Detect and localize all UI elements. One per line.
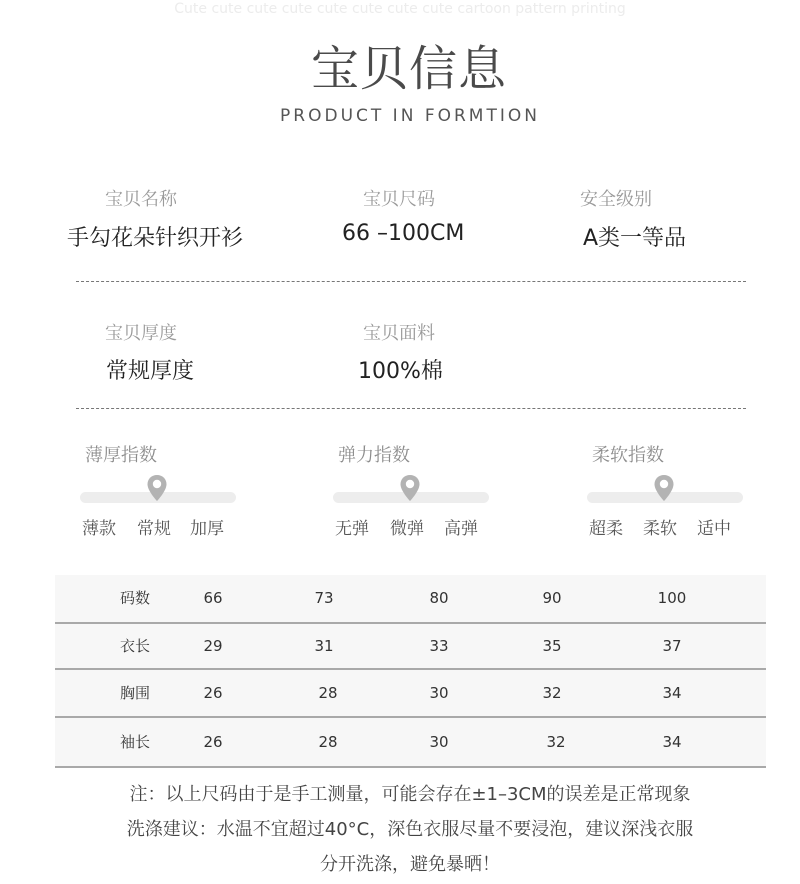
index-option: 超柔 xyxy=(589,519,623,539)
table-cell: 28 xyxy=(318,733,338,751)
index-option: 无弹 xyxy=(335,519,369,539)
info-label-fabric: 宝贝面料 xyxy=(363,323,435,344)
table-cell: 31 xyxy=(314,637,334,655)
info-value-size: 66 –100CM xyxy=(342,221,465,246)
page-title: 宝贝信息 xyxy=(310,41,507,97)
table-cell: 32 xyxy=(546,733,566,751)
info-value-safety: A类一等品 xyxy=(583,226,687,251)
table-row-label: 码数 xyxy=(119,589,150,607)
index-option: 薄款 xyxy=(82,519,116,539)
table-cell: 37 xyxy=(662,637,682,655)
table-row xyxy=(55,624,766,670)
page-subtitle: PRODUCT IN FORMTION xyxy=(280,106,540,126)
table-row-label: 胸围 xyxy=(119,684,150,702)
table-row xyxy=(55,670,766,718)
index-option-selected: 柔软 xyxy=(643,519,677,539)
table-row xyxy=(55,575,766,624)
note-line: 注：以上尺码由于是手工测量，可能会存在±1–3CM的误差是正常现象 xyxy=(129,784,691,805)
table-cell: 90 xyxy=(542,589,562,607)
table-cell: 28 xyxy=(318,684,338,702)
table-row-label: 衣长 xyxy=(119,637,150,655)
table-row xyxy=(55,718,766,768)
table-cell: 26 xyxy=(203,684,223,702)
info-label-safety: 安全级别 xyxy=(580,189,652,210)
dashed-divider xyxy=(76,408,746,409)
info-label-thickness: 宝贝厚度 xyxy=(105,323,177,344)
index-title-elasticity: 弹力指数 xyxy=(338,445,410,466)
info-label-size: 宝贝尺码 xyxy=(363,189,435,210)
index-option: 适中 xyxy=(697,519,731,539)
info-value-thickness: 常规厚度 xyxy=(106,359,195,384)
index-option-selected: 微弹 xyxy=(390,519,424,539)
index-title-thickness: 薄厚指数 xyxy=(85,445,157,466)
index-option: 加厚 xyxy=(190,519,224,539)
info-value-name: 手勾花朵针织开衫 xyxy=(67,226,244,251)
table-cell: 34 xyxy=(662,733,682,751)
care-line: 分开洗涤，避免暴晒！ xyxy=(320,854,500,875)
care-line: 洗涤建议：水温不宜超过40°C，深色衣服尽量不要浸泡，建议深浅衣服 xyxy=(126,819,694,840)
table-cell: 100 xyxy=(657,589,687,607)
location-pin-icon xyxy=(146,474,168,502)
dashed-divider xyxy=(76,281,746,282)
info-value-fabric: 100%棉 xyxy=(358,359,443,384)
table-cell: 26 xyxy=(203,733,223,751)
location-pin-icon xyxy=(653,474,675,502)
table-cell: 30 xyxy=(429,684,449,702)
index-option: 高弹 xyxy=(444,519,478,539)
table-cell: 66 xyxy=(203,589,223,607)
info-label-name: 宝贝名称 xyxy=(105,189,177,210)
table-cell: 30 xyxy=(429,733,449,751)
table-cell: 35 xyxy=(542,637,562,655)
table-cell: 33 xyxy=(429,637,449,655)
index-title-softness: 柔软指数 xyxy=(592,445,664,466)
table-cell: 34 xyxy=(662,684,682,702)
table-cell: 29 xyxy=(203,637,223,655)
watermark-text: Cute cute cute cute cute cute cute cute cartoon pattern printing xyxy=(174,1,626,17)
table-cell: 32 xyxy=(542,684,562,702)
location-pin-icon xyxy=(399,474,421,502)
index-option-selected: 常规 xyxy=(137,519,171,539)
table-row-label: 袖长 xyxy=(119,733,150,751)
table-cell: 80 xyxy=(429,589,449,607)
table-cell: 73 xyxy=(314,589,334,607)
